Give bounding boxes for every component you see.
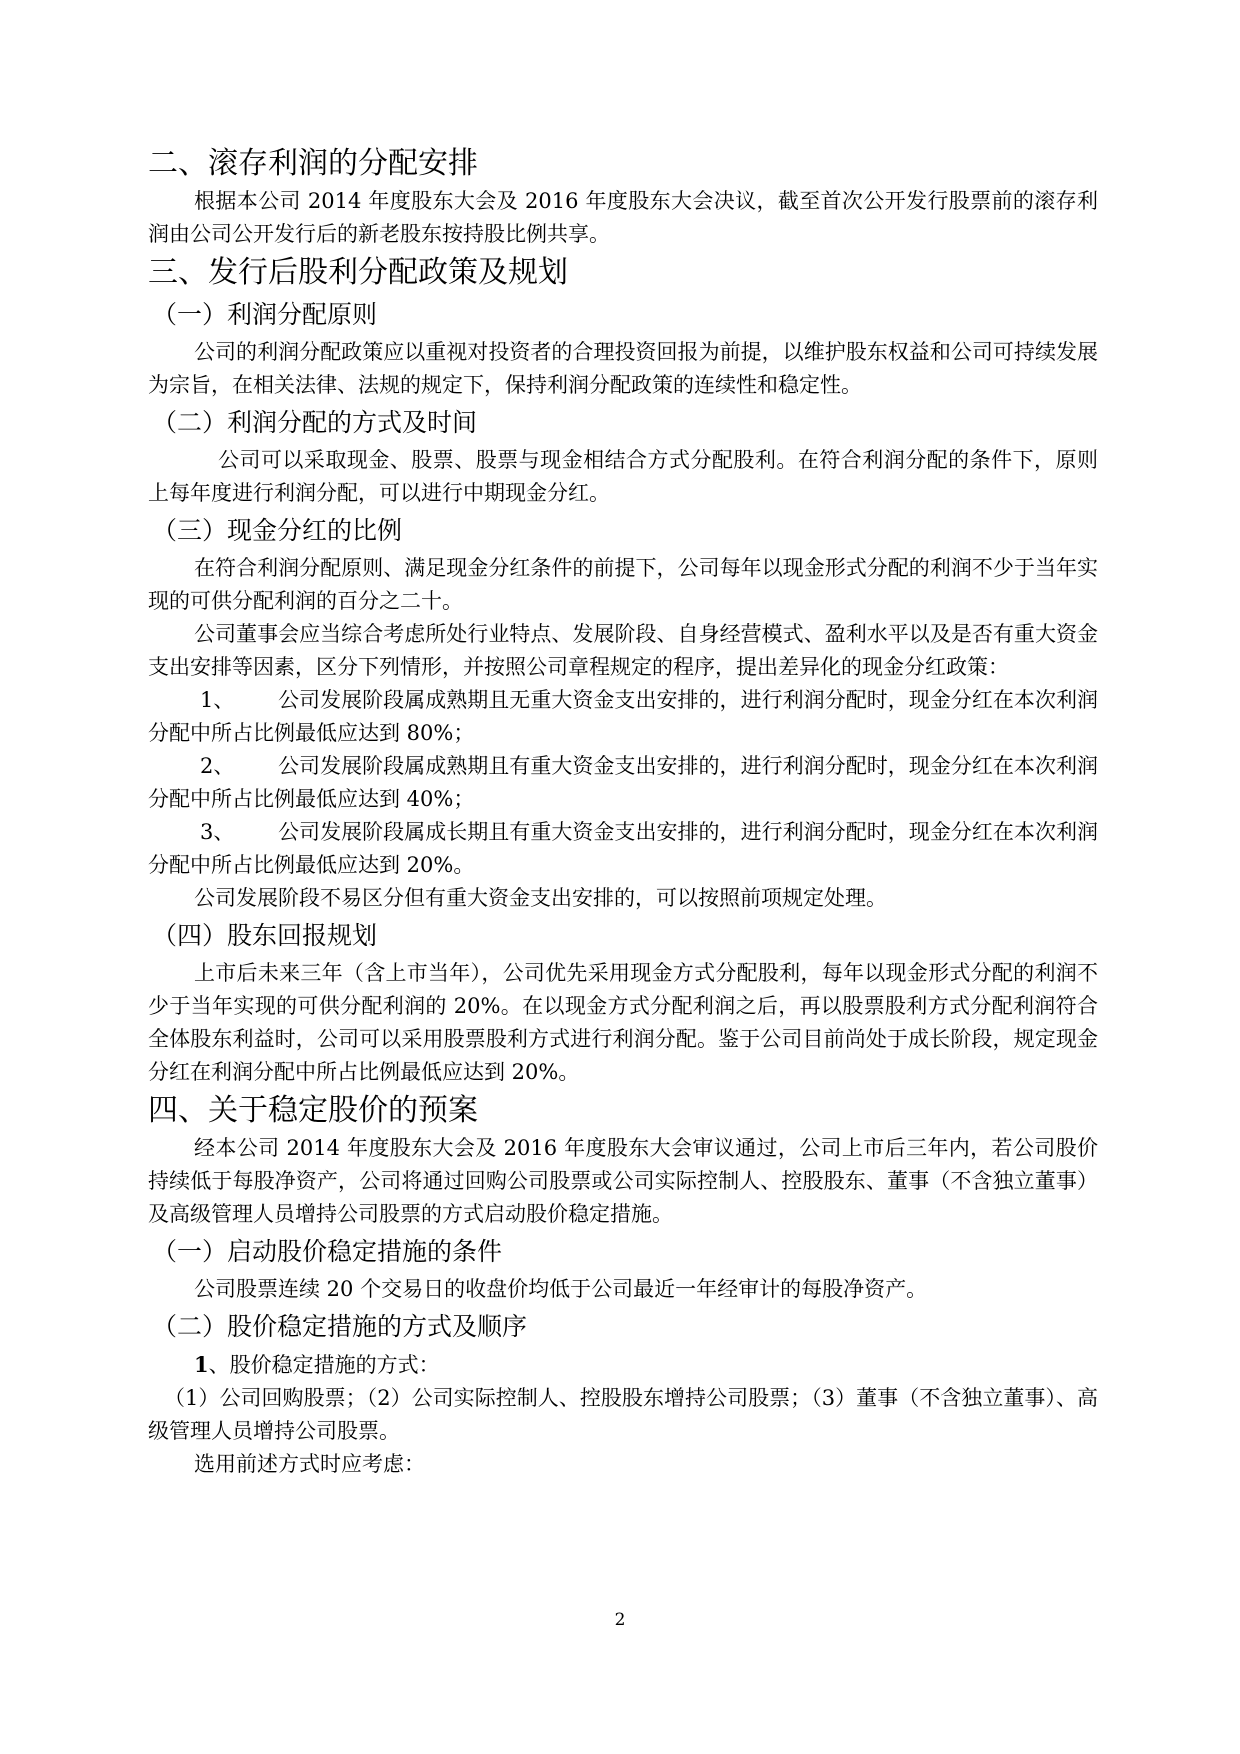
list-number: 1 [194, 1352, 209, 1377]
subsection-heading-3-4: （四）股东回报规划 [152, 921, 378, 950]
subsection-heading-3-3: （三）现金分红的比例 [152, 516, 403, 545]
paragraph: 公司董事会应当综合考虑所处行业特点、发展阶段、自身经营模式、盈利水平以及是否有重大资金支出安排等因素，区分下列情形，并按照公司章程规定的程序，提出差异化的现金分红政策： [148, 622, 1098, 679]
list-item-number: 1、 [200, 688, 235, 712]
paragraph: 公司的利润分配政策应以重视对投资者的合理投资回报为前提，以维护股东权益和公司可持续发展为宗旨，在相关法律、法规的规定下，保持利润分配政策的连续性和稳定性。 [148, 340, 1098, 397]
paragraph: 经本公司 2014 年度股东大会及 2016 年度股东大会审议通过，公司上市后三年内，若公司股价持续低于每股净资产，公司将通过回购公司股票或公司实际控制人、控股股东、董事（不含独立董事）及高级管理人员增持公司股票的方式启动股价稳定措施。 [148, 1136, 1098, 1226]
paragraph: 公司股票连续 20 个交易日的收盘价均低于公司最近一年经审计的每股净资产。 [194, 1277, 928, 1301]
section-heading-3: 三、发行后股利分配政策及规划 [148, 255, 568, 290]
paragraph [148, 1348, 1098, 1382]
subsection-heading-3-2: （二）利润分配的方式及时间 [152, 408, 478, 437]
paragraph: 公司发展阶段不易区分但有重大资金支出安排的，可以按照前项规定处理。 [194, 886, 887, 910]
paragraph: （1）公司回购股票；（2）公司实际控制人、控股股东增持公司股票；（3）董事（不含独立董事）、高级管理人员增持公司股票。 [148, 1386, 1098, 1443]
paragraph-text: 、股价稳定措施的方式： [208, 1353, 440, 1377]
list-item-number: 2、 [200, 754, 235, 778]
list-item-number: 3、 [200, 820, 235, 844]
list-item [148, 750, 1098, 816]
paragraph: 选用前述方式时应考虑： [194, 1452, 425, 1476]
page-content [148, 142, 1098, 1481]
section-heading-4: 四、关于稳定股价的预案 [148, 1093, 478, 1128]
list-item [148, 684, 1098, 750]
paragraph: 上市后未来三年（含上市当年），公司优先采用现金方式分配股利，每年以现金形式分配的利润不少于当年实现的可供分配利润的 20%。在以现金方式分配利润之后，再以股票股利方式分配利润符合全体股东利益时，公司可以采用股票股利方式进行利润分配。鉴于公司目前尚处于成长阶段，规定现金分红在利润分配中所占比例最低应达到 20%。 [148, 961, 1098, 1084]
list-item-text: 公司发展阶段属成熟期且无重大资金支出安排的，进行利润分配时，现金分红在本次利润分配中所占比例最低应达到 80%； [148, 688, 1098, 745]
section-heading-2: 二、滚存利润的分配安排 [148, 146, 478, 181]
subsection-heading-4-1: （一）启动股价稳定措施的条件 [152, 1237, 503, 1266]
paragraph: 在符合利润分配原则、满足现金分红条件的前提下，公司每年以现金形式分配的利润不少于当年实现的可供分配利润的百分之二十。 [148, 556, 1098, 613]
list-item-text: 公司发展阶段属成长期且有重大资金支出安排的，进行利润分配时，现金分红在本次利润分配中所占比例最低应达到 20%。 [148, 820, 1098, 877]
subsection-heading-4-2: （二）股价稳定措施的方式及顺序 [152, 1312, 528, 1341]
subsection-heading-3-1: （一）利润分配原则 [152, 300, 378, 329]
paragraph: 根据本公司 2014 年度股东大会及 2016 年度股东大会决议，截至首次公开发行股票前的滚存利润由公司公开发行后的新老股东按持股比例共享。 [148, 189, 1098, 246]
list-item [148, 816, 1098, 882]
page-number: 2 [614, 1610, 626, 1630]
paragraph: 公司可以采取现金、股票、股票与现金相结合方式分配股利。在符合利润分配的条件下，原则上每年度进行利润分配，可以进行中期现金分红。 [148, 448, 1098, 505]
list-item-text: 公司发展阶段属成熟期且有重大资金支出安排的，进行利润分配时，现金分红在本次利润分配中所占比例最低应达到 40%； [148, 754, 1098, 811]
